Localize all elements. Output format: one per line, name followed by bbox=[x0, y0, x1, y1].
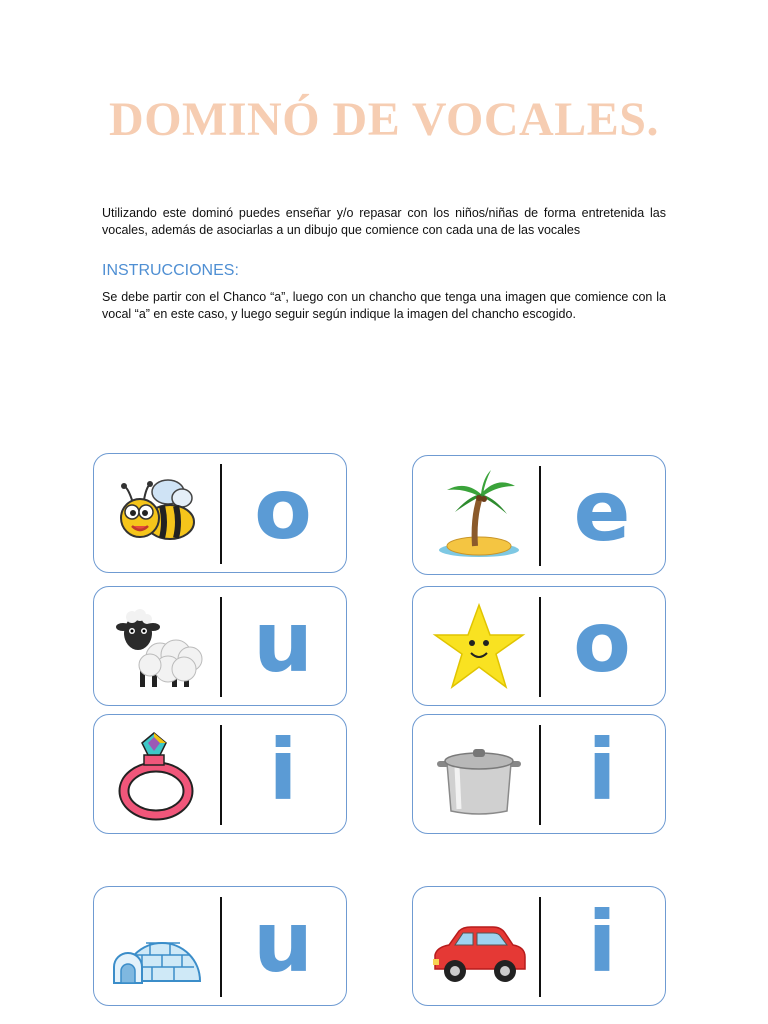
tile-divider bbox=[539, 725, 541, 825]
tile-vowel: i bbox=[587, 893, 617, 991]
tile-divider bbox=[539, 597, 541, 697]
star-icon bbox=[429, 597, 529, 697]
tile-divider bbox=[539, 897, 541, 997]
tile-divider bbox=[220, 897, 222, 997]
domino-tile bbox=[412, 586, 666, 706]
tile-divider bbox=[539, 466, 541, 566]
domino-tile bbox=[412, 714, 666, 834]
tile-vowel: i bbox=[587, 721, 617, 819]
tile-vowel: e bbox=[573, 462, 631, 560]
tile-vowel: i bbox=[268, 721, 298, 819]
tile-divider bbox=[220, 725, 222, 825]
pot-icon bbox=[429, 725, 529, 825]
domino-tile bbox=[93, 586, 347, 706]
bee-icon bbox=[110, 464, 210, 564]
tile-vowel: o bbox=[573, 593, 631, 691]
palm-island-icon bbox=[429, 466, 529, 566]
sheep-icon bbox=[110, 597, 210, 697]
instructions-paragraph: Se debe partir con el Chanco “a”, luego con un chancho que tenga una imagen que comience con la vocal “a” en este caso, y luego seguir según indique la imagen del chancho escogido. bbox=[102, 290, 666, 321]
domino-tile bbox=[93, 886, 347, 1006]
domino-tile bbox=[93, 453, 347, 573]
domino-tile bbox=[412, 886, 666, 1006]
tile-vowel: u bbox=[253, 593, 313, 691]
ring-icon bbox=[110, 725, 210, 825]
domino-tile bbox=[93, 714, 347, 834]
instructions-heading: INSTRUCCIONES: bbox=[102, 262, 239, 279]
tile-vowel: o bbox=[254, 460, 312, 558]
tile-vowel: u bbox=[253, 893, 313, 991]
domino-tile bbox=[412, 455, 666, 575]
tile-divider bbox=[220, 464, 222, 564]
car-icon bbox=[429, 897, 529, 997]
intro-paragraph: Utilizando este dominó puedes enseñar y/o repasar con los niños/niñas de forma entretenida las vocales, además de asociarlas a un dibujo que comience con cada una de las vocales bbox=[102, 206, 666, 237]
tile-divider bbox=[220, 597, 222, 697]
page-title: DOMINÓ DE VOCALES. bbox=[109, 93, 659, 146]
igloo-icon bbox=[110, 897, 210, 997]
